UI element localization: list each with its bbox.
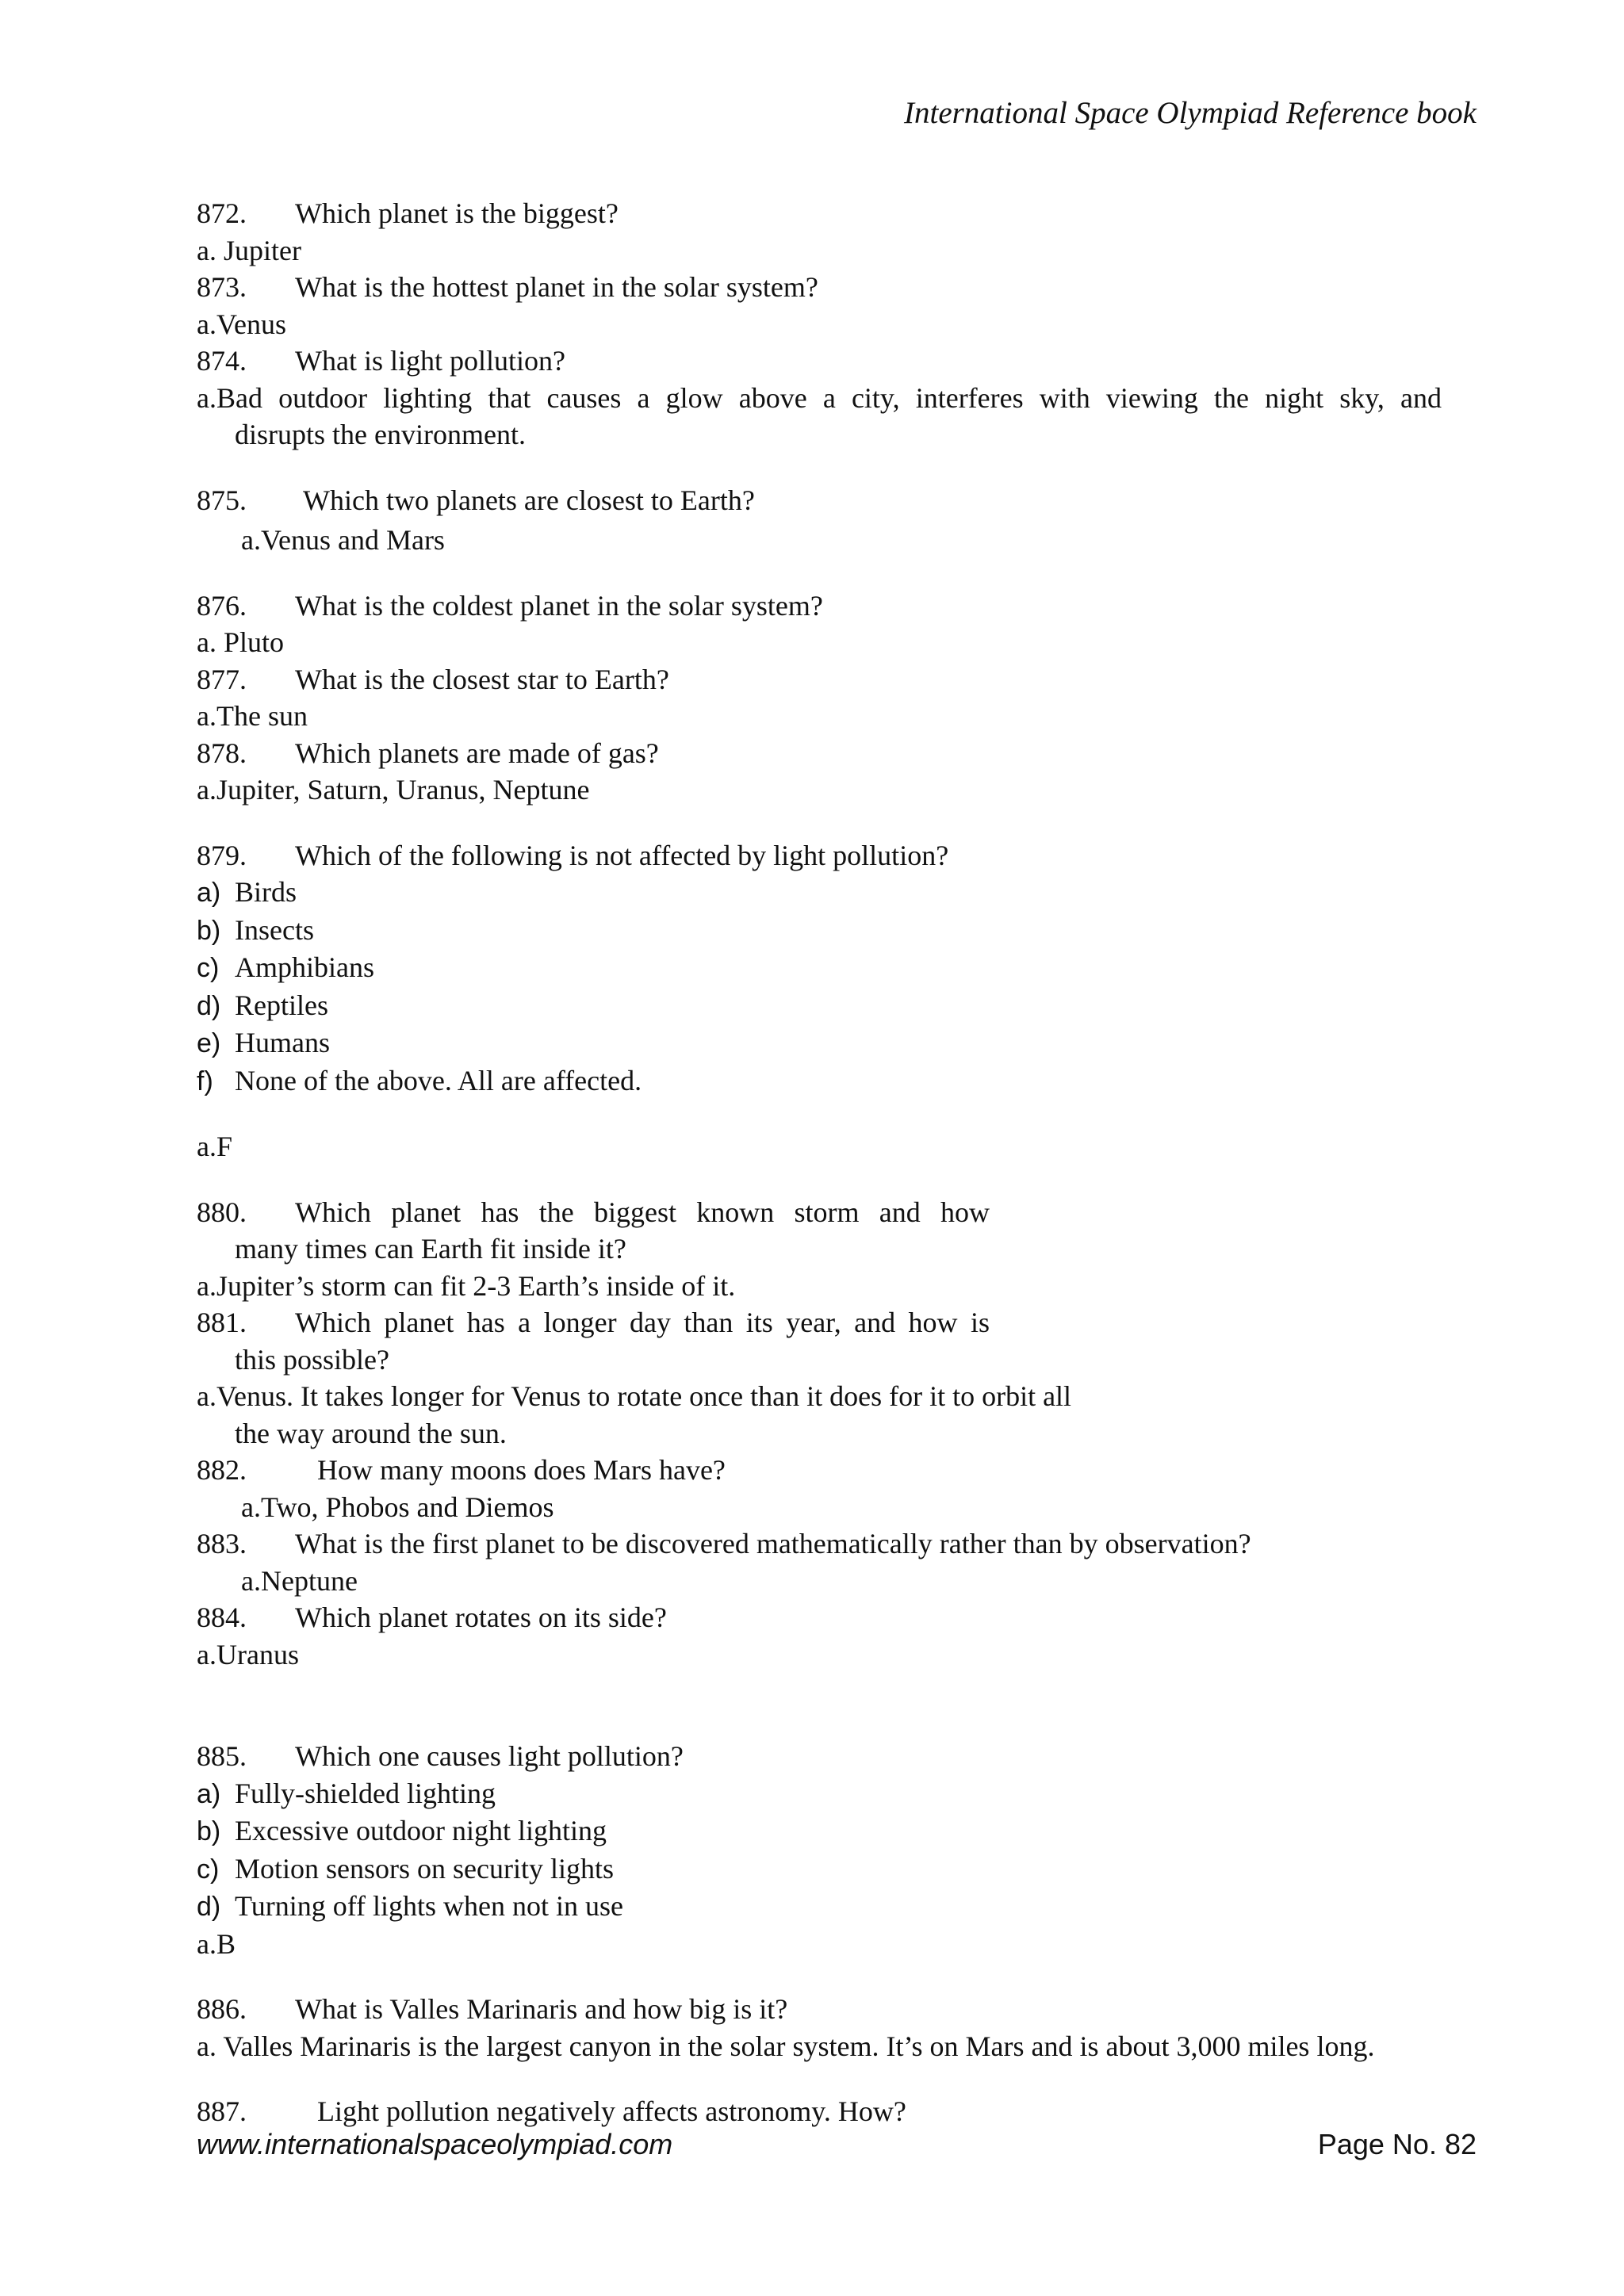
option-879-a [197, 874, 1442, 912]
option-letter: b) [197, 915, 221, 946]
option-879-b [197, 912, 1442, 950]
option-letter: f) [197, 1066, 213, 1096]
question-text: What is the hottest planet in the solar system? [295, 271, 818, 303]
footer-page-number: Page No. 82 [1317, 2128, 1477, 2160]
question-number: 887. [197, 2095, 247, 2127]
question-874 [197, 342, 1442, 380]
answer-882: a.Two, Phobos and Diemos [241, 1490, 554, 1523]
question-text: Light pollution negatively affects astronomy. How? [317, 2095, 906, 2127]
question-text: Which planet rotates on its side? [295, 1601, 667, 1633]
option-letter: d) [197, 990, 221, 1021]
question-879 [197, 837, 1442, 874]
question-text: Which planet has a longer day than its year, and how is [295, 1307, 990, 1338]
option-text: Excessive outdoor night lighting [235, 1815, 607, 1846]
option-text: Insects [235, 913, 314, 946]
option-letter: b) [197, 1816, 221, 1846]
question-884 [197, 1599, 1442, 1636]
question-881-cont: this possible? [235, 1343, 389, 1376]
question-number: 879. [197, 839, 247, 871]
footer-website: www.internationalspaceolympiad.com [197, 2128, 673, 2160]
option-879-d [197, 987, 1442, 1025]
question-text: Which planet has the biggest known storm and how [295, 1196, 990, 1228]
option-text: Motion sensors on security lights [235, 1852, 614, 1885]
question-text: Which one causes light pollution? [295, 1740, 684, 1772]
answer-873: a.Venus [197, 308, 286, 340]
question-number: 885. [197, 1740, 247, 1772]
answer-885: a.B [197, 1927, 236, 1960]
answer-879: a.F [197, 1131, 232, 1162]
option-text: Birds [235, 876, 297, 908]
answer-886: a. Valles Marinaris is the largest canyon in the solar system. It’s on Mars and is about 3,000 miles long. [197, 2030, 1375, 2062]
answer-884: a.Uranus [197, 1638, 299, 1670]
question-881 [197, 1304, 990, 1341]
question-list [197, 195, 1442, 2130]
question-number: 874. [197, 345, 247, 377]
question-880 [197, 1194, 990, 1231]
question-873 [197, 269, 1442, 306]
answer-880: a.Jupiter’s storm can fit 2-3 Earth’s inside of it. [197, 1269, 736, 1302]
question-number: 883. [197, 1528, 247, 1559]
answer-876: a. Pluto [197, 626, 285, 658]
option-letter: c) [197, 953, 220, 983]
question-number: 876. [197, 589, 247, 622]
question-number: 882. [197, 1454, 247, 1486]
option-879-c [197, 949, 1442, 987]
option-885-d [197, 1888, 1442, 1926]
answer-872: a. Jupiter [197, 234, 301, 266]
option-text: Reptiles [235, 989, 328, 1021]
option-letter: c) [197, 1854, 220, 1885]
question-878 [197, 735, 1442, 772]
question-text: Which planet is the biggest? [295, 197, 619, 229]
question-877 [197, 661, 1442, 698]
running-header: International Space Olympiad Reference book [904, 96, 1477, 130]
answer-875: a.Venus and Mars [241, 524, 445, 556]
option-879-f [197, 1062, 1442, 1100]
question-text: What is Valles Marinaris and how big is it? [295, 1993, 788, 2025]
option-letter: e) [197, 1028, 221, 1058]
question-880-cont: many times can Earth fit inside it? [235, 1233, 626, 1265]
option-text: Humans [235, 1027, 330, 1058]
question-886 [197, 1991, 1442, 2028]
answer-881-line-1: a.Venus. It takes longer for Venus to rotate once than it does for it to orbit all [197, 1380, 1072, 1412]
question-number: 881. [197, 1307, 247, 1338]
question-883 [197, 1525, 1442, 1563]
answer-877: a.The sun [197, 700, 308, 732]
option-885-a [197, 1775, 1442, 1813]
answer-881-line-2: the way around the sun. [235, 1417, 507, 1449]
answer-878: a.Jupiter, Saturn, Uranus, Neptune [197, 774, 590, 806]
answer-874-line-2: disrupts the environment. [235, 419, 526, 450]
question-number: 872. [197, 197, 247, 229]
question-887 [197, 2093, 1442, 2130]
answer-883: a.Neptune [241, 1564, 358, 1597]
question-text: How many moons does Mars have? [317, 1454, 726, 1486]
answer-874-line-1: a.Bad outdoor lighting that causes a glow above a city, interferes with viewing the night sky, and [197, 381, 1442, 414]
question-number: 878. [197, 737, 247, 769]
option-letter: a) [197, 878, 221, 908]
question-text: Which two planets are closest to Earth? [303, 484, 755, 516]
question-number: 875. [197, 484, 247, 516]
option-text: Fully-shielded lighting [235, 1777, 496, 1809]
question-text: What is the coldest planet in the solar system? [295, 589, 823, 622]
option-text: Turning off lights when not in use [235, 1890, 624, 1922]
question-885 [197, 1738, 1442, 1775]
option-text: Amphibians [235, 951, 374, 983]
question-number: 884. [197, 1601, 247, 1633]
question-875 [197, 482, 1442, 519]
question-number: 886. [197, 1993, 247, 2025]
question-text: What is light pollution? [295, 345, 565, 377]
question-872 [197, 195, 1442, 232]
option-letter: a) [197, 1778, 221, 1809]
question-number: 880. [197, 1196, 247, 1228]
option-885-c [197, 1850, 1442, 1888]
option-letter: d) [197, 1892, 221, 1922]
question-text: What is the closest star to Earth? [295, 663, 669, 695]
question-text: Which of the following is not affected by light pollution? [295, 839, 949, 871]
question-text: Which planets are made of gas? [295, 737, 659, 769]
option-879-e [197, 1024, 1442, 1062]
question-882 [197, 1452, 1442, 1489]
question-876 [197, 587, 1442, 625]
option-885-b [197, 1812, 1442, 1850]
question-number: 873. [197, 271, 247, 303]
question-text: What is the first planet to be discovered mathematically rather than by observation? [295, 1528, 1251, 1559]
option-text: None of the above. All are affected. [235, 1064, 642, 1096]
question-number: 877. [197, 663, 247, 695]
